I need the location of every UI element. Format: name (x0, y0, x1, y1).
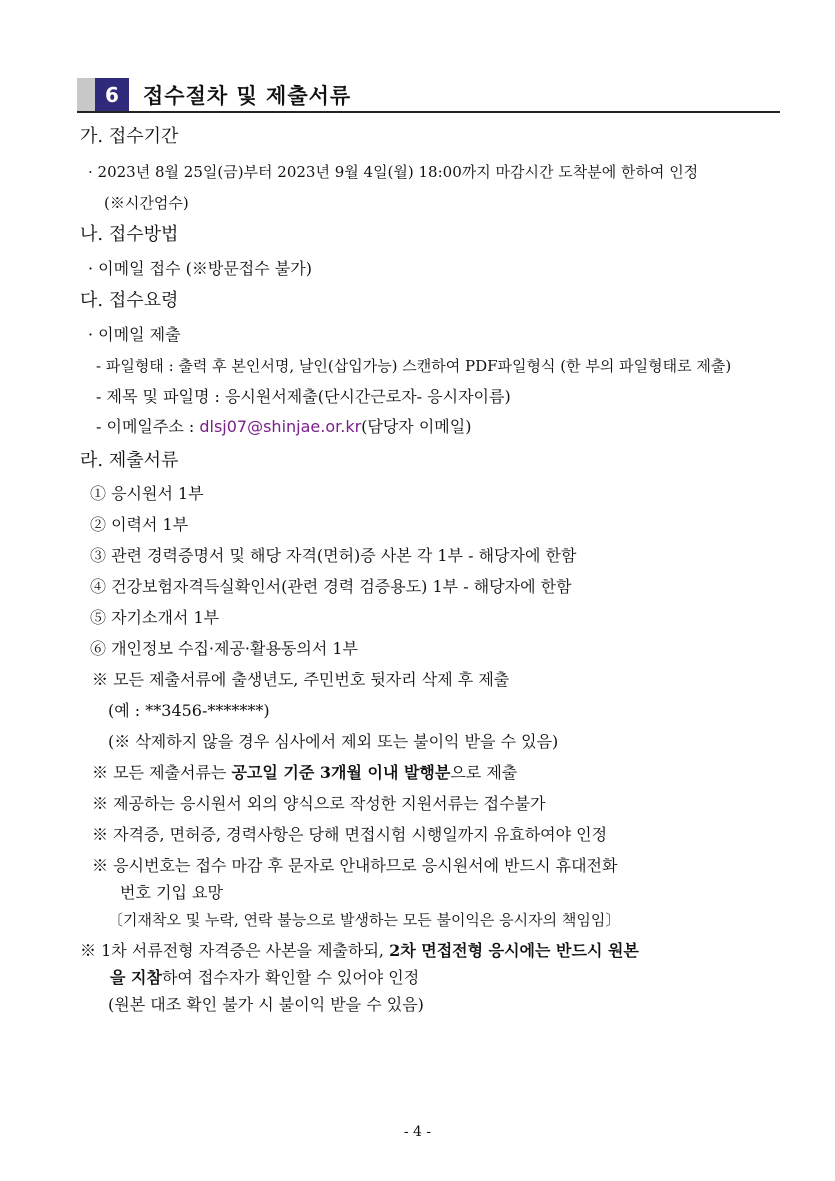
reception-method-text: · 이메일 접수 (※방문접수 불가) (88, 259, 312, 278)
final-note-original: (원본 대조 확인 불가 시 불이익 받을 수 있음) (108, 995, 424, 1014)
header-underline (77, 111, 780, 113)
section-title: 접수절차 및 제출서류 (143, 84, 352, 108)
note-validity: ※ 자격증, 면허증, 경력사항은 당해 면접시험 시행일까지 유효하여야 인정 (92, 825, 608, 844)
reception-period-note: (※시간엄수) (104, 194, 189, 212)
heading-reception-guide: 다. 접수요령 (80, 290, 179, 311)
note-delete-id-warning: (※ 삭제하지 않을 경우 심사에서 제외 또는 불이익 받을 수 있음) (108, 732, 559, 751)
reception-period-text: · 2023년 8월 25일(금)부터 2023년 9월 4일(월) 18:00까지 마감시간 도착분에 한하여 인정 (88, 163, 699, 181)
note-phone-continued: 번호 기입 요망 (120, 883, 223, 902)
header-grey-block (77, 78, 95, 112)
section-header (77, 78, 780, 112)
final-note-continued: 을 지참하여 접수자가 확인할 수 있어야 인정 (110, 968, 420, 987)
guide-file-name: - 제목 및 파일명 : 응시원서제출(단시간근로자- 응시자이름) (96, 387, 511, 406)
email-link[interactable]: dlsj07@shinjae.or.kr (199, 417, 362, 436)
note-phone: ※ 응시번호는 접수 마감 후 문자로 안내하므로 응시원서에 반드시 휴대전화 (92, 856, 618, 875)
final-note-emphasis-2: 을 지참 (110, 968, 162, 987)
heading-reception-method: 나. 접수방법 (80, 224, 179, 245)
final-note: ※ 1차 서류전형 자격증은 사본을 제출하되, 2차 면접전형 응시에는 반드시 원본 (80, 941, 639, 960)
heading-reception-period: 가. 접수기간 (80, 126, 179, 147)
guide-file-format: - 파일형태 : 출력 후 본인서명, 날인(삽입가능) 스캔하여 PDF파일형식 (한 부의 파일형태로 제출) (96, 357, 732, 375)
document-item: ② 이력서 1부 (90, 515, 189, 534)
document-item: ⑥ 개인정보 수집·제공·활용동의서 1부 (90, 639, 358, 658)
note-form: ※ 제공하는 응시원서 외의 양식으로 작성한 지원서류는 접수불가 (92, 794, 546, 813)
guide-email-submit: · 이메일 제출 (88, 325, 181, 344)
document-item: ① 응시원서 1부 (90, 484, 204, 503)
final-note-emphasis: 2차 면접전형 응시에는 반드시 원본 (389, 941, 639, 960)
note-issue-date-emphasis: 공고일 기준 3개월 이내 발행분 (231, 763, 451, 782)
email-suffix: (담당자 이메일) (361, 417, 472, 436)
note-delete-id: ※ 모든 제출서류에 출생년도, 주민번호 뒷자리 삭제 후 제출 (92, 670, 510, 689)
note-issue-date: ※ 모든 제출서류는 공고일 기준 3개월 이내 발행분으로 제출 (92, 763, 518, 782)
note-delete-id-example: (예 : **3456-*******) (108, 701, 270, 720)
heading-required-documents: 라. 제출서류 (80, 450, 179, 471)
document-item: ③ 관련 경력증명서 및 해당 자격(면허)증 사본 각 1부 - 해당자에 한함 (90, 546, 577, 565)
document-item: ④ 건강보험자격득실확인서(관련 경력 검증용도) 1부 - 해당자에 한함 (90, 577, 572, 596)
note-responsibility: 〔기재착오 및 누락, 연락 불능으로 발생하는 모든 불이익은 응시자의 책임임〕 (108, 911, 621, 929)
email-label: - 이메일주소 : (96, 417, 200, 436)
section-number: 6 (95, 78, 129, 112)
page-number: - 4 - (403, 1124, 432, 1140)
guide-email-address-row (96, 416, 471, 438)
document-item: ⑤ 자기소개서 1부 (90, 608, 220, 627)
